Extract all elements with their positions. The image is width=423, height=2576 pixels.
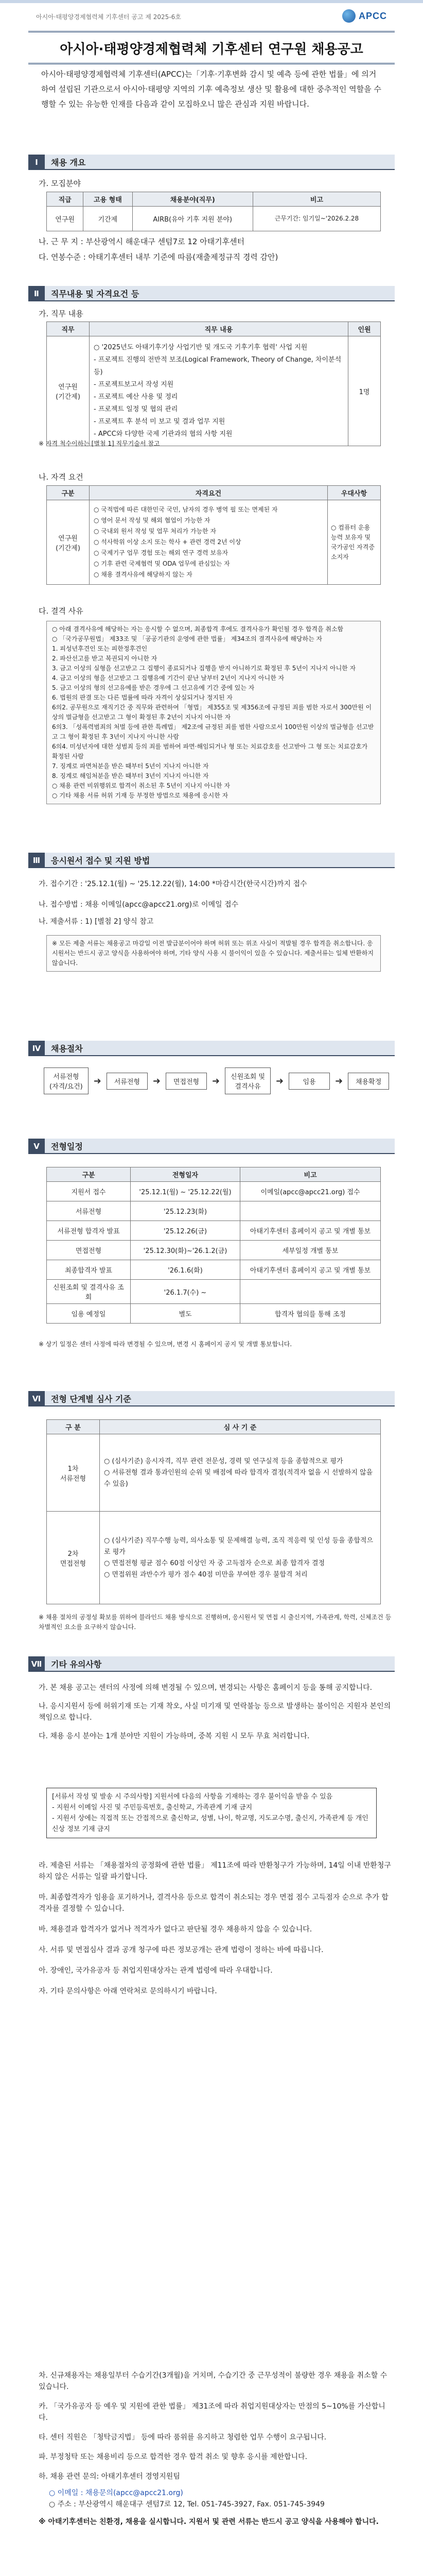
step-5: 임용	[289, 1073, 330, 1090]
eco-notice: ※ 아태기후센터는 친환경, 채용을 실시합니다. 지원서 및 관련 서류는 반드시 공고 양식을 사용해야 합니다.	[39, 2518, 379, 2526]
section-5-header: Ⅴ 전형일정	[28, 1139, 395, 1154]
step-2: 서류전형	[107, 1073, 148, 1090]
announcement-number: 아시아·태평양경제협력체 기후센터 공고 제 2025-6호	[36, 13, 181, 21]
contact-address: ○ 주소 : 부산광역시 해운대구 센텀7로 12, Tel. 051-745-3927, Fax. 051-745-3949	[49, 2500, 325, 2509]
warning-box: [서류서 작성 및 발송 시 주의사항] 지원서에 다음의 사항을 기재하는 경우 불이익을 받을 수 있음 - 지원서 이메일 사진 및 주민등록번호, 출신학교, 가족관계 기재 금지 - 지원서 상에는 직접적 또는 간접적으로 출신학교, 성별, 나이, 학교명, 지도교수명, 출신지, 가족관계 등 개인 신상 정보 기재 금지	[46, 1788, 377, 1838]
section-1-header: Ⅰ 채용 개요	[28, 155, 395, 170]
step-3: 면접전형	[166, 1073, 207, 1090]
title-box	[28, 31, 395, 64]
disqualification-box: ○ 아래 결격사유에 해당하는 자는 응시할 수 없으며, 최종합격 후에도 결격사유가 확인될 경우 합격을 취소함 ○ 「국가공무원법」 제33조 및 「공공기관의 운영에 관한 법률」 제34조의 결격사유에 해당하는 자 1. 피성년후견인 또는 피한정후견인 2. 파산선고를 받고 복권되지 아니한 자 3. 금고 이상의 실형을 선고받고 그 집행이 종료되거나 집행을 받지 아니하기로 확정된 후 5년이 지나지 아니한 자 4. 금고 이상의 형을 선고받고 그 집행유예 기간이 끝난 날부터 2년이 지나지 아니한 자 5. 금고 이상의 형의 선고유예를 받은 경우에 그 선고유예 기간 중에 있는 자 6. 법원의 판결 또는 다른 법률에 따라 자격이 상실되거나 정지된 자 6의2. 공무원으로 재직기간 중 직무와 관련하여 「형법」 제355조 및 제356조에 규정된 죄를 범한 자로서 300만원 이상의 벌금형을 선고받고 그 형이 확정된 후 2년이 지나지 아니한 자 6의3. 「성폭력범죄의 처벌 등에 관한 특례법」 제2조에 규정된 죄를 범한 사람으로서 100만원 이상의 벌금형을 선고받고 그 형이 확정된 후 3년이 지나지 아니한 사람 6의4. 미성년자에 대한 성범죄 등의 죄를 범하여 파면·해임되거나 형 또는 치료감호를 선고받아 그 형 또는 치료감호가 확정된 사람 7. 징계로 파면처분을 받은 때부터 5년이 지나지 아니한 자 8. 징계로 해임처분을 받은 때부터 3년이 지나지 아니한 자 ○ 채용 관련 비위행위로 합격이 취소된 후 5년이 지나지 아니한 자 ○ 기타 채용 서류 허위 기재 등 부정한 방법으로 채용에 응시한 자	[46, 621, 381, 804]
section-3-header: Ⅲ 응시원서 접수 및 지원 방법	[28, 853, 395, 868]
recruit-table: 직급 고용 형태 채용분야(직무) 비고 연구원 기간제 AIRB(유아 기후 지원 분야) 근무기간: 임기일~'2026.2.28	[46, 192, 381, 231]
globe-icon	[342, 9, 356, 23]
arrow-right-icon: ➜	[152, 1075, 161, 1087]
work-location: 나. 근 무 지 : 부산광역시 해운대구 센텀7로 12 아태기후센터	[39, 237, 245, 246]
duty-note: ※ 자격 척수이하는 [별첨 1] 직무기술서 참고	[39, 440, 160, 447]
arrow-right-icon: ➜	[93, 1075, 101, 1087]
section-6-header: Ⅵ 전형 단계별 심사 기준	[28, 1391, 395, 1406]
page-title: 아시아·태평양경제협력체 기후센터 연구원 채용공고	[60, 42, 363, 57]
salary-level: 다. 연봉수준 : 아태기후센터 내부 기준에 따름(재출제정규직 경력 감안)	[39, 252, 278, 262]
arrow-right-icon: ➜	[275, 1075, 284, 1087]
required-documents: 나. 제출서류 : 1) [별첨 2] 양식 참고	[39, 918, 154, 926]
document-notice: ※ 모든 제출 서류는 채용공고 마감일 이전 발급분이어야 하며 허위 또는 위조 사실이 적발될 경우 합격을 취소합니다. 응시원서는 반드시 공고 양식을 사용하여야 하며, 기타 양식 사용 시 불이익이 있을 수 있습니다. 제출서류는 일체 반환하지 않습니다.	[46, 935, 381, 972]
qualification-label: 나. 자격 요건	[39, 472, 83, 482]
schedule-table: 구분 전형일자 비고 지원서 접수 '25.12.1(월) ~ '25.12.22(월) 이메일(apcc@apcc21.org) 접수 서류전형 '25.12.23(화) 서류전형 합격자 발표 '25.12.26(금) 아태기후센터 홈페이지 공고 및 개별 통보 면접전형 '25.12.30(화)~'26.1.2(금) 세부일정 개별 통보 최종합격자 발표 '26.1.6(화) 아태기후센터 홈페이지 공고 및 개별 통보 신원조회 및 결격사유 조회 '26.1.7(수) ~ 임용 예정일 별도 합격자 협의를 통해 조정	[46, 1167, 381, 1324]
step-1: 서류전형 (자격/요건)	[44, 1067, 89, 1094]
application-period: 가. 접수기간 : '25.12.1(월) ~ '25.12.22(월), 14:00 *마감시간(한국시간)까지 접수	[39, 880, 307, 888]
notes-list-1: 가. 본 채용 공고는 센터의 사정에 의해 변경될 수 있으며, 변경되는 사항은 홈페이지 등을 통해 공지합니다. 나. 응시지원서 등에 허위기재 또는 기재 착오, 사실 미기재 및 연락불능 등으로 발생하는 불이익은 지원자 본인의 책임으로 합니다. 다. 채용 응시 분야는 1개 분야만 지원이 가능하며, 중복 지원 시 모두 무효 처리합니다.	[39, 1684, 391, 1740]
section-2-header: Ⅱ 직무내용 및 자격요건 등	[28, 286, 395, 301]
notes-list-3: 차. 신규채용자는 채용일부터 수습기간(3개월)을 거치며, 수습기간 중 근무성적이 불량한 경우 채용을 취소할 수 있습니다. 카. 「국가유공자 등 예우 및 지원에 관한 법률」 제31조에 따라 취업지원대상자는 만점의 5~10%를 가산합니다. 타. 센터 직원은 「청탁금지법」 등에 따라 품위를 유지하고 청렴한 업무 수행이 요구됩니다. 파. 부정청탁 또는 채용비리 등으로 합격한 경우 합격 취소 및 향후 응시를 제한합니다. 하. 채용 관련 문의: 아태기후센터 경영지원팀 ○ 이메일 : 채용문의(apcc@apcc21.org) ○ 주소 : 부산광역시 해운대구 센텀7로 12, Tel. 051-745-3927, Fax. 051-745-3949 ※ 아태기후센터는 친환경, 채용을 실시합니다. 지원서 및 관련 서류는 반드시 공고 양식을 사용해야 합니다.	[39, 2370, 392, 2528]
duty-table: 직무 직무 내용 인원 연구원 (기간제) ○ '2025년도 아태기후기상 사업기반 및 개도국 기후기후 협력' 사업 지원 - 프로젝트 진행의 전반적 보조(Logical Framework, Theory of Change, 차이분석 등) - 프로젝트보고서 작성 지원 - 프로젝트 예산 사용 및 정리 - 프로젝트 일정 및 협의 관리 - 프로젝트 후 분석 미 보고 및 결과 업무 지원 - APCC와 다양한 국제 기관과의 협의 사항 지원 1명	[46, 321, 381, 446]
duty-label: 가. 직무 내용	[39, 309, 83, 318]
step-4: 신원조회 및 결격사유	[225, 1067, 271, 1094]
qualification-table: 구분 자격요건 우대사항 연구원 (기간제) ○ 국적법에 따른 대한민국 국민, 남자의 경우 병역 필 또는 면제된 자 ○ 영어 문서 작성 및 해외 협업이 가능한 자 ○ 국내외 원서 작성 및 업무 처리가 가능한 자 ○ 석사학위 이상 소지 또는 학사 + 관련 경력 2년 이상 ○ 국제기구 업무 경험 또는 해외 연구 경력 보유자 ○ 기후 관련 국제협력 및 ODA 업무에 관심있는 자 ○ 채용 결격사유에 해당하지 않는 자 ○ 컴퓨터 운용 능력 보유자 및 국가공인 자격증 소지자	[46, 485, 381, 585]
hiring-process-flow	[44, 1067, 389, 1094]
disqualification-label: 다. 결격 사유	[39, 606, 83, 616]
section-7-header: Ⅶ 기타 유의사항	[28, 1656, 395, 1672]
apcc-logo: APCC	[342, 9, 387, 23]
step-6: 채용확정	[348, 1073, 389, 1090]
application-method: 나. 접수방법 : 채용 이메일(apcc@apcc21.org)로 이메일 접수	[39, 901, 239, 909]
criteria-note: ※ 채용 절차의 공정성 확보를 위하여 블라인드 채용 방식으로 진행하며, 응시원서 및 면접 시 출신지역, 가족관계, 학력, 신체조건 등 차별적인 요소를 요구하지 않습니다.	[39, 1614, 392, 1631]
arrow-right-icon: ➜	[212, 1075, 220, 1087]
criteria-table: 구 분 심 사 기 준 1차 서류전형 ○ (심사기준) 응시자격, 직무 관련 전문성, 경력 및 연구실적 등을 종합적으로 평가 ○ 서류전형 결과 통과인원의 순위 및 배점에 따라 합격자 결정(적격자 없을 시 선발하지 않을 수 있음) 2차 면접전형 ○ (심사기준) 직무수행 능력, 의사소통 및 문제해결 능력, 조직 적응력 및 인성 등을 종합적으로 평가 ○ 면접전형 평균 점수 60점 이상인 자 중 고득점자 순으로 최종 합격자 결정 ○ 면접위원 과반수가 평가 점수 40점 미만을 부여한 경우 불합격 처리	[46, 1419, 381, 1604]
notes-list-2: 라. 제출된 서류는 「채용절차의 공정화에 관한 법률」 제11조에 따라 반환청구가 가능하며, 14일 이내 반환청구 하지 않은 서류는 일괄 파기합니다. 마. 최종합격자가 임용을 포기하거나, 결격사유 등으로 합격이 취소되는 경우 면접 점수 고득점자 순으로 추가 합격자를 결정할 수 있습니다. 바. 채용결과 합격자가 없거나 적격자가 없다고 판단될 경우 채용하지 않을 수 있습니다. 사. 서류 및 면접심사 결과 공개 청구에 따른 정보공개는 관계 법령이 정하는 바에 따릅니다. 아. 장애인, 국가유공자 등 취업지원대상자는 관계 법령에 따라 우대합니다. 자. 기타 문의사항은 아래 연락처로 문의하시기 바랍니다.	[39, 1861, 391, 1995]
recruit-field-label: 가. 모집분야	[39, 179, 81, 188]
contact-email[interactable]: ○ 이메일 : 채용문의(apcc@apcc21.org)	[49, 2489, 183, 2497]
schedule-note: ※ 상기 일정은 센터 사정에 따라 변경될 수 있으며, 변경 시 홈페이지 공지 및 개별 통보합니다.	[39, 1341, 292, 1348]
section-4-header: Ⅳ 채용절차	[28, 1041, 395, 1056]
arrow-right-icon: ➜	[335, 1075, 343, 1087]
top-rule	[0, 0, 423, 3]
intro-paragraph: 아시아·태평양경제협력체 기후센터(APCC)는「기후·기후변화 감시 및 예측 등에 관한 법률」에 의거하여 설립된 기관으로서 아시아·태평양 지역의 기후 예측정보 생산 및 활용에 대한 중추적인 역할을 수행할 수 있는 유능한 인재를 다음과 같이 모집하오니 많은 관심과 지원 바랍니다.	[41, 70, 381, 109]
